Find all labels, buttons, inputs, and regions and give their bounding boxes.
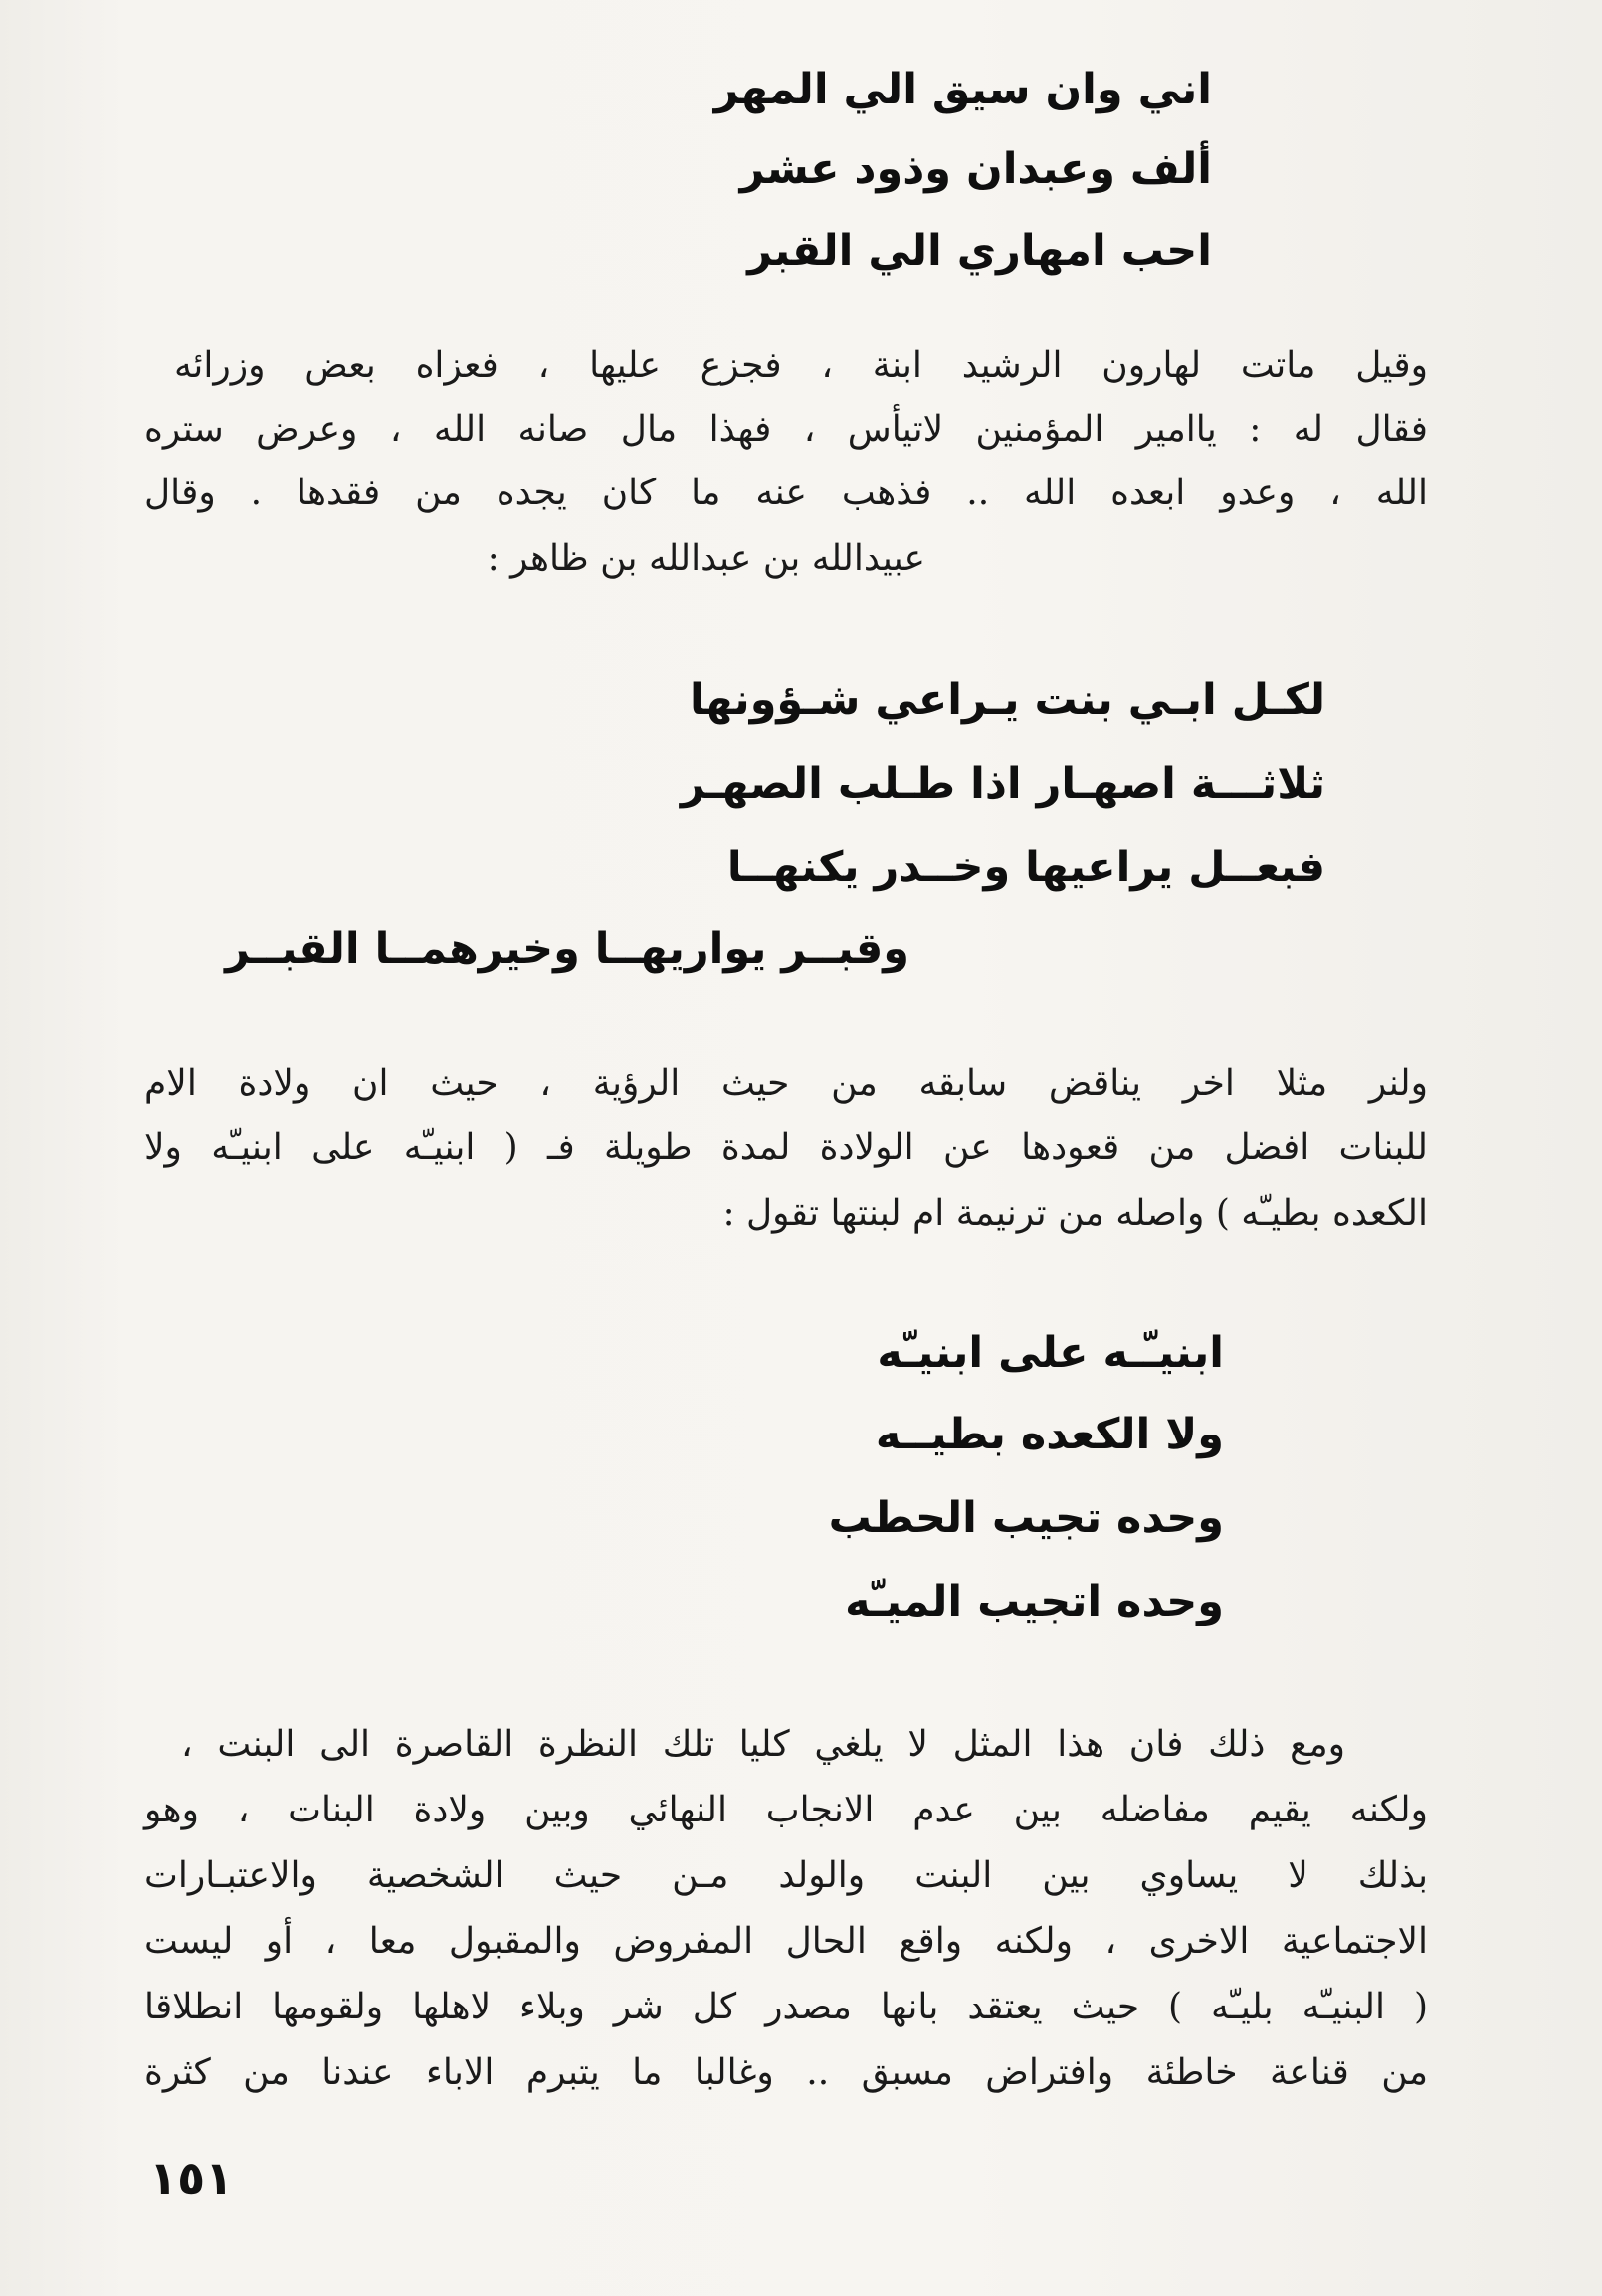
paragraph-1-line-2: فقال له : ياامير المؤمنين لاتيأس ، فهذا مال صانه الله ، وعرض ستره [144, 409, 1428, 450]
paragraph-2-line-1: ولنر مثلا اخر يناقض سابقه من حيث الرؤية ، حيث ان ولادة الام [144, 1063, 1428, 1104]
verse-2-line-3: فبعــل يراعيها وخــدر يكنهــا [726, 843, 1325, 892]
verse-3-line-4: وحده اتجيب الميـّه [845, 1577, 1224, 1626]
verse-2-line-1: لكـل ابـي بنت يـراعي شـؤونها [690, 675, 1325, 725]
paragraph-3-line-3: بذلك لا يساوي بين البنت والولد مـن حيث الشخصية والاعتبـارات [144, 1855, 1428, 1896]
verse-2-line-4: وقبــر يواريهــا وخيرهمــا القبــر [225, 924, 909, 974]
paragraph-3-line-6: من قناعة خاطئة وافتراض مسبق .. وغالبا ما يتبرم الاباء عندنا من كثرة [144, 2052, 1428, 2093]
paragraph-2-line-2: للبنات افضل من قعودها عن الولادة لمدة طويلة فـ ( ابنيـّه على ابنيـّه ولا [144, 1127, 1428, 1168]
paragraph-1-line-3: الله ، وعدو ابعده الله .. فذهب عنه ما كان يجده من فقدها . وقال [144, 473, 1428, 513]
verse-2-line-2: ثلاثـــة اصهـار اذا طـلب الصهـر [680, 759, 1325, 809]
paragraph-1-line-1: وقيل ماتت لهارون الرشيد ابنة ، فجزع عليها ، فعزاه بعض وزرائه [174, 345, 1428, 386]
paragraph-3-line-5: ( البنيـّه بليـّه ) حيث يعتقد بانها مصدر كل شر وبلاء لاهلها ولقومها انطلاقا [144, 1987, 1428, 2027]
verse-1-line-1: اني وان سيق الي المهر [713, 65, 1212, 114]
paragraph-3-line-4: الاجتماعية الاخرى ، ولكنه واقع الحال المفروض والمقبول معا ، أو ليست [144, 1921, 1428, 1962]
verse-3-line-1: ابنيـّـه على ابنيـّه [877, 1328, 1224, 1378]
verse-1-line-3: احب امهاري الي القبر [747, 226, 1212, 276]
paragraph-3-line-1: ومع ذلك فان هذا المثل لا يلغي كليا تلك النظرة القاصرة الى البنت ، [181, 1724, 1345, 1765]
paragraph-3-line-2: ولكنه يقيم مفاضله بين عدم الانجاب النهائي وبين ولادة البنات ، وهو [144, 1790, 1428, 1830]
verse-3-line-2: ولا الكعده بطيــه [875, 1410, 1224, 1459]
paragraph-2-line-3: الكعده بطيـّه ) واصله من ترنيمة ام لبنتها تقول : [722, 1193, 1428, 1234]
paragraph-1-line-4: عبيدالله بن عبدالله بن ظاهر : [487, 538, 925, 579]
verse-1-line-2: ألف وعبدان وذود عشر [739, 144, 1212, 194]
page-number: ١٥١ [149, 2151, 234, 2204]
verse-3-line-3: وحده تجيب الحطب [828, 1493, 1224, 1543]
